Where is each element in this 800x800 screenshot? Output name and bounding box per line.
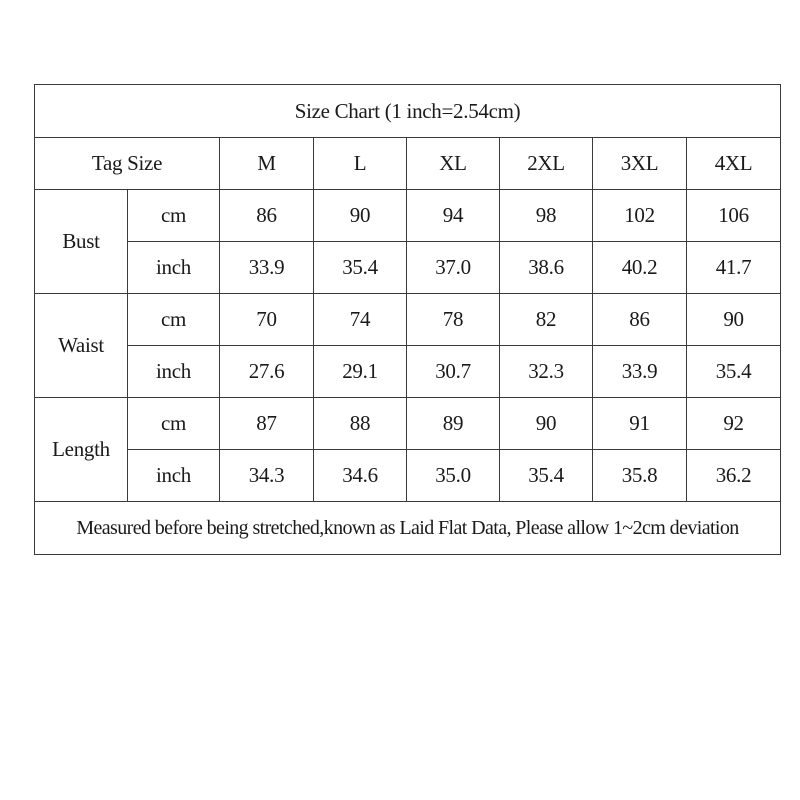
size-column-header: 2XL bbox=[500, 138, 593, 190]
unit-label: cm bbox=[128, 190, 220, 242]
unit-label: cm bbox=[128, 294, 220, 346]
value-cell: 91 bbox=[593, 398, 687, 450]
size-chart-table bbox=[34, 84, 781, 555]
value-cell: 70 bbox=[220, 294, 314, 346]
value-cell: 34.6 bbox=[314, 450, 407, 502]
value-cell: 98 bbox=[500, 190, 593, 242]
size-column-header: L bbox=[314, 138, 407, 190]
value-cell: 92 bbox=[687, 398, 781, 450]
value-cell: 35.4 bbox=[687, 346, 781, 398]
size-column-header: 4XL bbox=[687, 138, 781, 190]
value-cell: 94 bbox=[407, 190, 500, 242]
value-cell: 40.2 bbox=[593, 242, 687, 294]
value-cell: 30.7 bbox=[407, 346, 500, 398]
value-cell: 87 bbox=[220, 398, 314, 450]
chart-title: Size Chart (1 inch=2.54cm) bbox=[35, 85, 781, 138]
size-column-header: 3XL bbox=[593, 138, 687, 190]
measure-label: Bust bbox=[35, 190, 128, 294]
tag-size-header: Tag Size bbox=[35, 138, 220, 190]
value-cell: 106 bbox=[687, 190, 781, 242]
unit-label: inch bbox=[128, 450, 220, 502]
value-cell: 78 bbox=[407, 294, 500, 346]
value-cell: 86 bbox=[220, 190, 314, 242]
value-cell: 88 bbox=[314, 398, 407, 450]
value-cell: 29.1 bbox=[314, 346, 407, 398]
value-cell: 35.4 bbox=[500, 450, 593, 502]
value-cell: 90 bbox=[500, 398, 593, 450]
value-cell: 35.4 bbox=[314, 242, 407, 294]
value-cell: 41.7 bbox=[687, 242, 781, 294]
value-cell: 32.3 bbox=[500, 346, 593, 398]
value-cell: 35.0 bbox=[407, 450, 500, 502]
value-cell: 89 bbox=[407, 398, 500, 450]
size-column-header: M bbox=[220, 138, 314, 190]
size-column-header: XL bbox=[407, 138, 500, 190]
value-cell: 38.6 bbox=[500, 242, 593, 294]
measure-label: Length bbox=[35, 398, 128, 502]
unit-label: inch bbox=[128, 346, 220, 398]
value-cell: 82 bbox=[500, 294, 593, 346]
value-cell: 90 bbox=[687, 294, 781, 346]
value-cell: 34.3 bbox=[220, 450, 314, 502]
footer-note: Measured before being stretched,known as Laid Flat Data, Please allow 1~2cm deviation bbox=[35, 502, 781, 555]
value-cell: 35.8 bbox=[593, 450, 687, 502]
value-cell: 86 bbox=[593, 294, 687, 346]
value-cell: 33.9 bbox=[220, 242, 314, 294]
unit-label: cm bbox=[128, 398, 220, 450]
value-cell: 36.2 bbox=[687, 450, 781, 502]
value-cell: 27.6 bbox=[220, 346, 314, 398]
value-cell: 33.9 bbox=[593, 346, 687, 398]
value-cell: 37.0 bbox=[407, 242, 500, 294]
unit-label: inch bbox=[128, 242, 220, 294]
measure-label: Waist bbox=[35, 294, 128, 398]
value-cell: 74 bbox=[314, 294, 407, 346]
value-cell: 90 bbox=[314, 190, 407, 242]
value-cell: 102 bbox=[593, 190, 687, 242]
